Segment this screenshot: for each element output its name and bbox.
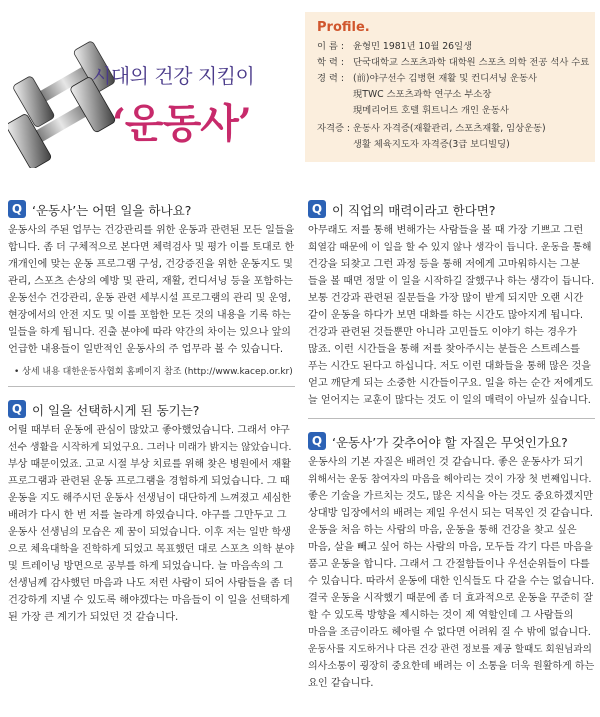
- profile-value: 단국대학교 스포츠과학 대학원 스포츠 의학 전공 석사 수료: [353, 57, 590, 68]
- text-line: 건강과 관련된 것들뿐만 아니라 고민들도 이야기 하는 경우가: [308, 327, 577, 338]
- text-line: 얻고 깨닫게 되는 소중한 시간들이구요. 일을 하는 순간 저에게도: [308, 378, 594, 389]
- text-line: 현장에서의 안전 지도 및 이를 포함한 모든 것의 내용을 기록 하는: [8, 310, 291, 321]
- text-line: 운동선수 건강관리, 운동 관련 세부시설 프로그램의 관리 및 운영,: [8, 293, 291, 304]
- text-line: 수 있습니다. 따라서 운동에 대한 인식들도 다 같을 수는 없습니다.: [308, 576, 595, 587]
- dumbbell-icon: [8, 28, 118, 168]
- question-icon: Q: [308, 200, 326, 218]
- profile-value: 생활 체육지도자 자격증(3급 보디빌딩): [353, 139, 510, 150]
- profile-row: [317, 56, 589, 70]
- profile-row: [317, 104, 509, 118]
- section-body: [308, 454, 595, 692]
- profile-row: [317, 122, 546, 136]
- section-body: [8, 222, 295, 358]
- text-line: 으로 체육대학을 진학하게 되었고 목표했던 대로 스포츠 의학 분야: [8, 544, 295, 555]
- profile-row: [317, 88, 491, 102]
- text-line: 일들을 하게 됩니다. 진출 분야에 따라 약간의 차이는 있으나 앞의: [8, 327, 291, 338]
- text-line: 아무래도 저를 통해 변해가는 사람들을 볼 때 가장 기쁘고 그런: [308, 225, 584, 236]
- text-line: 운동사의 주된 업무는 건강관리를 위한 운동과 관련된 모든 일들을: [8, 225, 295, 236]
- text-line: 마음을 조금이라도 헤아릴 수 없다면 어려워 질 수 밖에 없습니다.: [308, 627, 591, 638]
- text-line: 할 수 있도록 방향을 제시하는 것이 제 역할인데 그 사람들의: [308, 610, 574, 621]
- text-line: 많죠. 이런 시간들을 통해 저를 찾아주시는 분들은 스트레스를: [308, 344, 580, 355]
- text-line: 상대방 입장에서의 배려는 제일 우선시 되는 덕목인 것 같습니다.: [308, 508, 594, 519]
- text-line: 보통 건강과 관련된 질문들을 가장 많이 받게 되지만 오랜 시간: [308, 293, 584, 304]
- question-icon: Q: [8, 400, 26, 418]
- profile-row: [317, 40, 472, 54]
- text-line: 개개인에 맞는 운동 프로그램 구성, 건강증진을 위한 운동지도 및: [8, 259, 294, 270]
- text-line: 및 트레이닝 방면으로 공부를 하게 되었습니다. 늘 마음속의 그: [8, 561, 284, 572]
- text-line: 운동사의 기본 자질은 배려인 것 같습니다. 좋은 운동사가 되기: [308, 457, 584, 468]
- text-line: 된 가장 큰 계기가 되었던 것 같습니다.: [8, 612, 179, 623]
- header: [0, 0, 600, 180]
- page-title: ‘운동사’: [112, 100, 251, 147]
- profile-value: 現메리어트 호텔 휘트니스 개인 운동사: [353, 105, 509, 116]
- text-line: 품고 운동을 합니다. 그래서 그 간절함들이나 우선순위들이 다를: [308, 559, 590, 570]
- text-line: 운동을 처음 하는 사람의 마음, 운동을 통해 건강을 찾고 싶은: [308, 525, 577, 536]
- section-heading: ‘운동사’는 어떤 일을 하나요?: [32, 203, 192, 218]
- text-line: 부상 때문이었죠. 고교 시절 부상 치료를 위해 찾은 병원에서 재활: [8, 459, 291, 470]
- text-line: 배려가 다시 한 번 저를 놀라게 하였습니다. 야구를 그만두고 그: [8, 510, 287, 521]
- text-line: 마음, 살을 빼고 싶어 하는 사람의 마음, 모두들 각기 다른 마음을: [308, 542, 593, 553]
- profile-value: 現TWC 스포츠과학 연구소 부소장: [353, 89, 492, 100]
- section-heading: 이 일을 선택하시게 된 동기는?: [32, 403, 200, 418]
- text-line: 좋은 기술을 가르치는 것도, 많은 지식을 아는 것도 중요하겠지만: [308, 491, 594, 502]
- header-subtitle: 시대의 건강 지킴이: [92, 64, 255, 88]
- text-line: 선수 생활을 시작하게 되었구요. 그러나 미래가 밝지는 않았습니다.: [8, 442, 292, 453]
- section-body: [8, 422, 295, 626]
- reference-note: • 상세 내용 대한운동사협회 홈페이지 참조 (http://www.kacep.or.kr): [14, 367, 293, 377]
- text-line: 운동사를 지도하거나 다른 건강 관련 정보를 제공 할때도 회원님과의: [308, 644, 592, 655]
- text-line: 희열감 때문에 이 일을 할 수 있지 않나 생각이 듭니다. 운동을 통해: [308, 242, 592, 253]
- text-line: 어릴 때부터 운동에 관심이 많았고 좋아했었습니다. 그래서 야구: [8, 425, 290, 436]
- profile-row: [317, 72, 537, 86]
- divider: [8, 386, 295, 387]
- profile-box: [305, 12, 595, 162]
- text-line: 요인 같습니다.: [308, 678, 374, 689]
- text-line: 위해서는 운동 참여자의 마음을 헤아리는 것이 가장 첫 번째입니다.: [308, 474, 592, 485]
- profile-label: 자격증 :: [317, 123, 351, 134]
- question-icon: Q: [308, 432, 326, 450]
- profile-label: 이 름 :: [317, 41, 345, 52]
- section-body: [308, 222, 595, 409]
- profile-label: 경 력 :: [317, 73, 345, 84]
- text-line: 선생님께 감사했던 마음과 나도 저런 사람이 되어 사람들을 좀 더: [8, 578, 294, 589]
- divider: [308, 418, 595, 419]
- text-line: 관리, 스포츠 손상의 예방 및 관리, 재활, 컨디셔닝 등을 포함하는: [8, 276, 293, 287]
- profile-value: 운동사 자격증(재활관리, 스포츠재활, 임상운동): [353, 123, 546, 134]
- profile-title: Profile.: [317, 20, 370, 35]
- profile-value: (前)야구선수 김병현 재활 및 컨디셔닝 운동사: [353, 73, 538, 84]
- section-heading: ‘운동사’가 갖추어야 할 자질은 무엇인가요?: [332, 435, 568, 450]
- text-line: 건강을 되찾고 그런 과정 등을 통해 저에게 고마워하시는 그분: [308, 259, 580, 270]
- profile-label: 학 력 :: [317, 57, 345, 68]
- text-line: 건강하게 지낼 수 있도록 해야겠다는 마음들이 이 일을 선택하게: [8, 595, 290, 606]
- text-line: 운동을 지도 해주시던 운동사 선생님이 대단하게 느껴졌고 세심한: [8, 493, 292, 504]
- text-line: 프로그램과 관련된 운동 프로그램을 경험하게 되었습니다. 그 때: [8, 476, 290, 487]
- text-line: 의사소통이 굉장히 중요한데 배려는 이 소통을 더욱 원활하게 하는: [308, 661, 595, 672]
- text-line: 같이 운동을 하다가 보면 대화를 하는 시간도 많아지게 됩니다.: [308, 310, 584, 321]
- profile-row: [317, 138, 510, 152]
- text-line: 들을 볼 때면 정말 이 일을 시작하길 잘했구나 하는 생각이 듭니다.: [308, 276, 595, 287]
- text-line: 운동사 선생님의 모습은 제 꿈이 되었습니다. 이후 저는 일반 학생: [8, 527, 291, 538]
- question-icon: Q: [8, 200, 26, 218]
- text-line: 늘 얻어지는 교훈이 많다는 것도 이 일의 매력이 아닐까 싶습니다.: [308, 395, 591, 406]
- text-line: 푸는 시간도 된다고 하십니다. 저도 이런 대화들을 통해 많은 것을: [308, 361, 591, 372]
- text-line: 결국 운동을 시작했기 때문에 좀 더 효과적으로 운동을 꾸준히 잘: [308, 593, 594, 604]
- section-heading: 이 직업의 매력이라고 한다면?: [332, 203, 496, 218]
- text-line: 합니다. 좀 더 구체적으로 본다면 체력검사 및 평가 이를 토대로 한: [8, 242, 295, 253]
- profile-value: 윤형민 1981년 10월 26일생: [353, 41, 473, 52]
- text-line: 언급한 내용들이 일반적인 운동사의 주 업무라 볼 수 있습니다.: [8, 344, 284, 355]
